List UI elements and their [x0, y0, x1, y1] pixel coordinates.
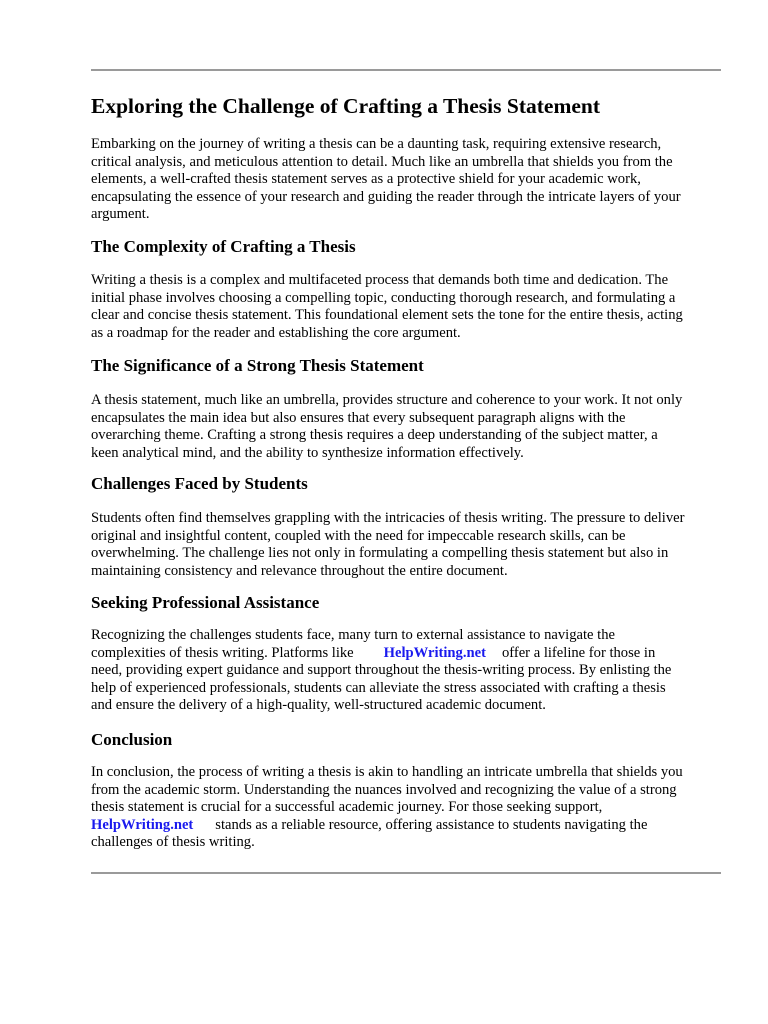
top-divider: [91, 69, 721, 71]
paragraph-line: clear and concise thesis statement. This foundational element sets the tone for the entire thesis, acting: [91, 307, 683, 324]
link-trail-text: stands as a reliable resource, offering assistance to students navigating the: [215, 816, 648, 833]
intro-line: elements, a well-crafted thesis statement serves as a protective shield for your academic work,: [91, 171, 641, 188]
intro-line: Embarking on the journey of writing a thesis can be a daunting task, requiring extensive research,: [91, 136, 662, 152]
link-lead-text: complexities of thesis writing. Platforms like: [91, 644, 354, 661]
intro-line: encapsulating the essence of your research and guiding the reader through the intricate layers of your: [91, 188, 681, 205]
paragraph-line-with-link: [91, 817, 721, 835]
helpwriting-link[interactable]: HelpWriting.net: [383, 644, 486, 661]
paragraph-line: maintaining consistency and relevance throughout the entire document.: [91, 562, 508, 579]
section-heading-significance: The Significance of a Strong Thesis Statement: [91, 356, 424, 375]
paragraph-line: from the academic storm. Understanding the nuances involved and recognizing the value of a strong: [91, 781, 677, 798]
paragraph-line: Recognizing the challenges students face, many turn to external assistance to navigate the: [91, 627, 615, 643]
section-paragraph-assistance: [91, 627, 721, 715]
section-heading-challenges: Challenges Faced by Students: [91, 474, 308, 493]
paragraph-line: original and insightful content, coupled with the need for impeccable research skills, can be: [91, 527, 626, 544]
section-paragraph-complexity: [91, 272, 721, 342]
paragraph-line: help of experienced professionals, students can alleviate the stress associated with crafting a thesis: [91, 679, 666, 696]
section-paragraph-significance: [91, 392, 721, 462]
paragraph-line: Students often find themselves grappling with the intricacies of thesis writing. The pressure to deliver: [91, 510, 685, 526]
section-heading-conclusion: Conclusion: [91, 730, 173, 749]
intro-line: critical analysis, and meticulous attention to detail. Much like an umbrella that shields you from the: [91, 153, 673, 170]
paragraph-line: A thesis statement, much like an umbrella, provides structure and coherence to your work. It not only: [91, 392, 683, 408]
paragraph-line-with-link: [91, 645, 721, 663]
section-heading-assistance: Seeking Professional Assistance: [91, 593, 320, 612]
paragraph-line: In conclusion, the process of writing a thesis is akin to handling an intricate umbrella that shields you: [91, 764, 683, 780]
intro-line: argument.: [91, 206, 150, 223]
paragraph-line: keen analytical mind, and the ability to synthesize information effectively.: [91, 444, 524, 461]
paragraph-line: challenges of thesis writing.: [91, 834, 255, 851]
paragraph-line: encapsulates the main idea but also ensures that every subsequent paragraph aligns with the: [91, 409, 626, 426]
paragraph-line: overarching theme. Crafting a strong thesis requires a deep understanding of the subject matter, a: [91, 427, 658, 444]
paragraph-line: need, providing expert guidance and support throughout the thesis-writing process. By enlisting the: [91, 662, 672, 679]
paragraph-line: overwhelming. The challenge lies not only in formulating a compelling thesis statement but also in: [91, 545, 669, 562]
paragraph-line: Writing a thesis is a complex and multifaceted process that demands both time and dedication. The: [91, 272, 669, 288]
paragraph-line: as a roadmap for the reader and establishing the core argument.: [91, 324, 461, 341]
intro-paragraph: [91, 136, 721, 224]
link-trail-text: offer a lifeline for those in: [501, 644, 656, 661]
paragraph-line: thesis statement is crucial for a successful academic journey. For those seeking support,: [91, 799, 603, 816]
section-paragraph-challenges: [91, 510, 721, 580]
section-paragraph-conclusion: [91, 764, 721, 852]
helpwriting-link[interactable]: HelpWriting.net: [91, 816, 194, 833]
paragraph-line: initial phase involves choosing a compelling topic, conducting thorough research, and formulating a: [91, 289, 676, 306]
paragraph-line: and ensure the delivery of a high-quality, well-structured academic document.: [91, 697, 546, 714]
bottom-divider: [91, 872, 721, 874]
section-heading-complexity: The Complexity of Crafting a Thesis: [91, 237, 356, 256]
document-title: Exploring the Challenge of Crafting a Thesis Statement: [91, 94, 601, 118]
